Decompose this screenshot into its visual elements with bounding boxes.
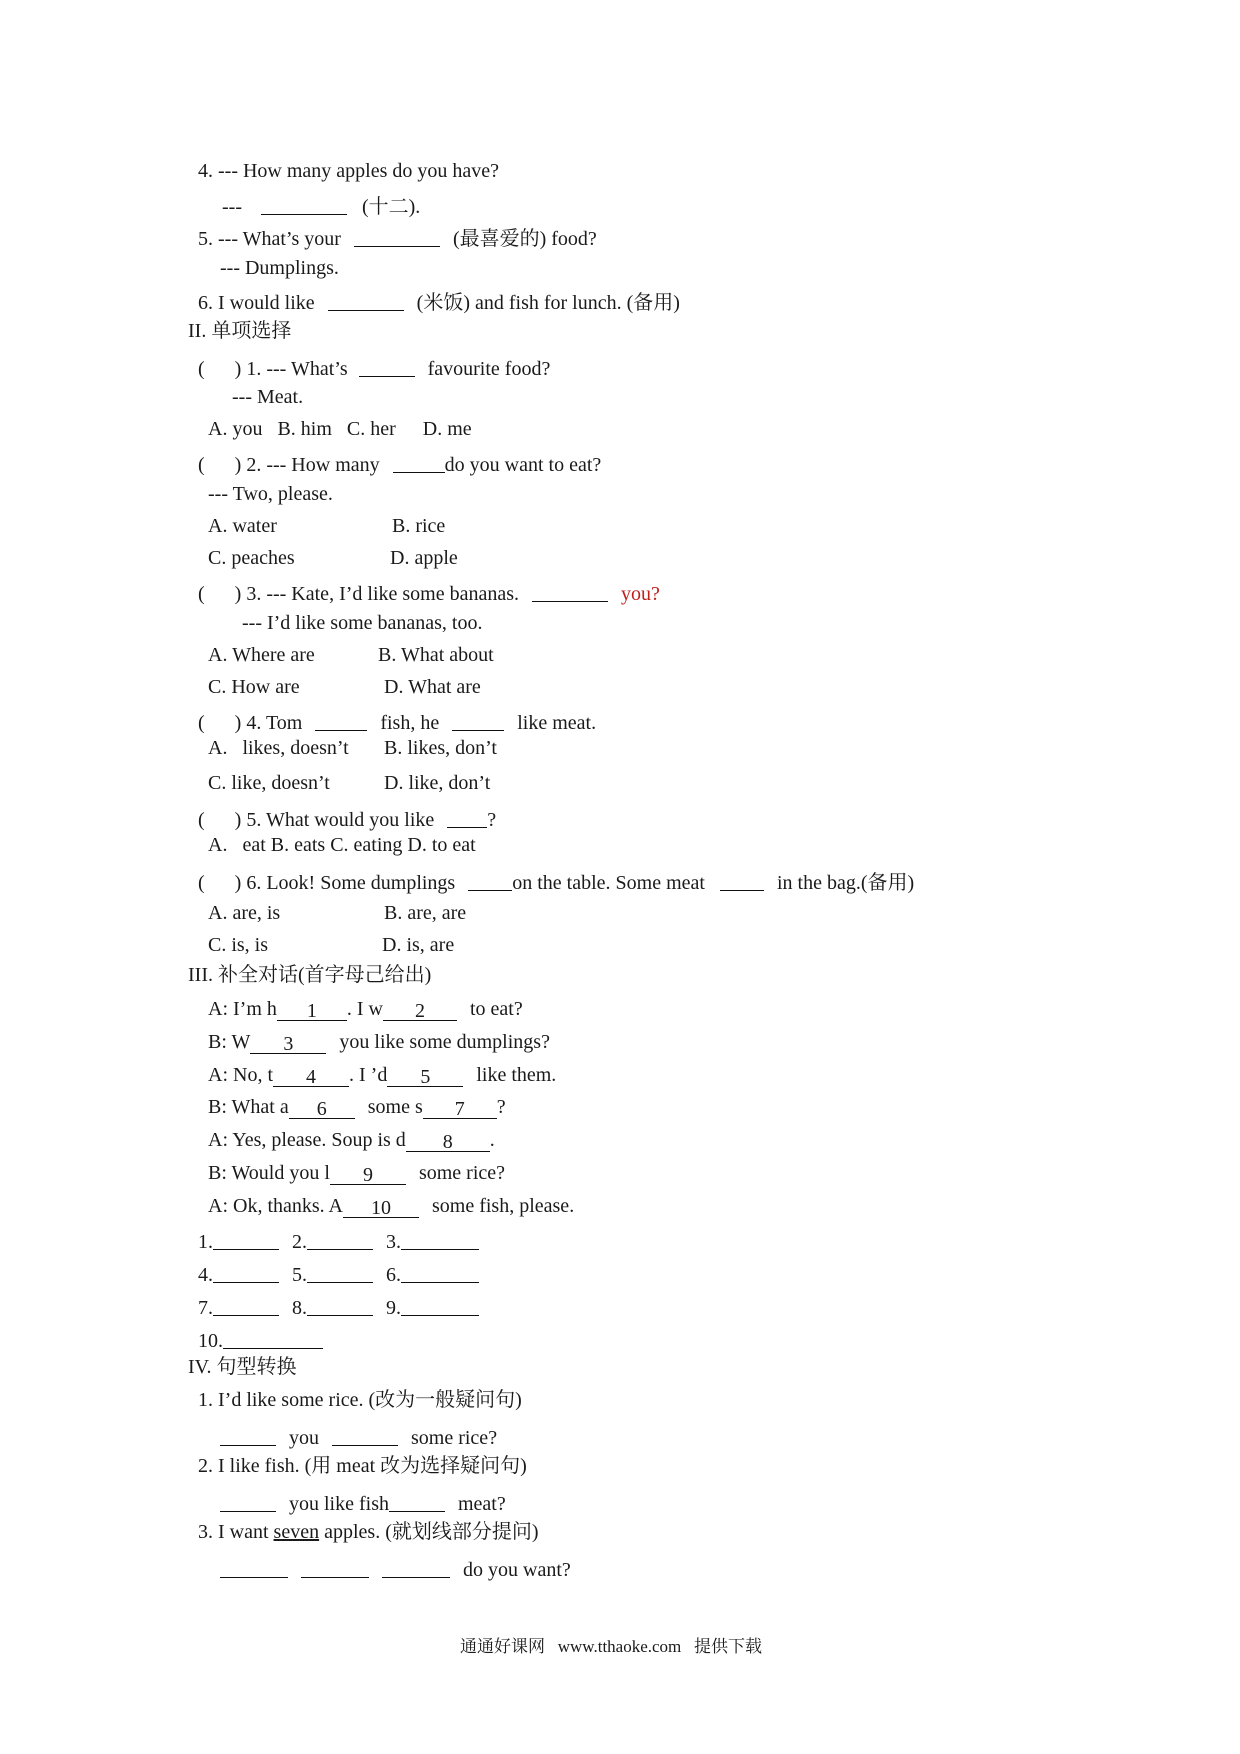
mc-q4-blank-1[interactable] (315, 708, 367, 731)
mc-q2-reply: --- Two, please. (208, 483, 333, 505)
transform-q3-blank-2[interactable] (301, 1555, 369, 1578)
answer-blank-10[interactable] (223, 1326, 323, 1349)
dialog-blank-8[interactable]: 8 (406, 1129, 490, 1152)
answer-row-1: 1. 2. 3. (198, 1225, 479, 1255)
transform-q1-answer: you some rice? (220, 1421, 497, 1451)
mc-q4-option-d[interactable]: D. like, don’t (384, 772, 491, 794)
mc-q5-text-a: 5. What would you like (246, 809, 435, 831)
transform-q1-blank-2[interactable] (332, 1423, 398, 1446)
transform-q3-stem: 3. I want seven apples. (就划线部分提问) (198, 1521, 539, 1543)
answer-blank-3[interactable] (401, 1227, 479, 1250)
q4-dash: --- (222, 196, 242, 218)
mc-q3-blank[interactable] (532, 579, 608, 602)
mc-q4-text-a: 4. Tom (246, 712, 303, 734)
section-2-title: II. 单项选择 (188, 320, 292, 342)
answer-blank-1[interactable] (213, 1227, 279, 1250)
mc-q6-answer-box[interactable]: ( ) (198, 872, 242, 894)
q5-question: --- What’s your (218, 228, 341, 250)
transform-q2-blank-1[interactable] (220, 1489, 276, 1512)
mc-q6-text-b: on the table. Some meat (512, 872, 705, 894)
q6-question: I would like (218, 292, 315, 314)
q5-hint: (最喜爱的) food? (452, 228, 597, 250)
mc-q6-blank-1[interactable] (468, 868, 512, 891)
mc-q3-answer-box[interactable]: ( ) (198, 583, 242, 605)
mc-q4-option-c[interactable]: C. like, doesn’t (208, 772, 330, 794)
mc-q3-reply: --- I’d like some bananas, too. (242, 612, 483, 634)
mc-q4-text-b: fish, he (380, 712, 440, 734)
mc-q3-text-b: you? (621, 583, 660, 605)
mc-q1-answer-box[interactable]: ( ) (198, 358, 242, 380)
dialog-line-3: A: No, t 4 . I ’d 5 like them. (208, 1064, 557, 1088)
mc-q4-answer-box[interactable]: ( ) (198, 712, 242, 734)
transform-q3-blank-3[interactable] (382, 1555, 450, 1578)
mc-q4-text-c: like meat. (517, 712, 597, 734)
mc-q3-option-a[interactable]: A. Where are (208, 644, 315, 666)
mc-q6-option-c[interactable]: C. is, is (208, 934, 269, 956)
mc-q4-option-a[interactable]: A. likes, doesn’t (208, 737, 349, 759)
mc-q3-stem (198, 577, 660, 607)
dialog-blank-10[interactable]: 10 (343, 1195, 419, 1218)
answer-blank-9[interactable] (401, 1293, 479, 1316)
dialog-blank-7[interactable]: 7 (423, 1096, 497, 1119)
dialog-blank-1[interactable]: 1 (277, 998, 347, 1021)
mc-q1-option-a[interactable]: A. you (208, 418, 263, 440)
transform-q1-stem: 1. I’d like some rice. (改为一般疑问句) (198, 1389, 522, 1411)
mc-q5-answer-box[interactable]: ( ) (198, 809, 242, 831)
mc-q2-text-a: 2. --- How many (246, 454, 380, 476)
mc-q6-blank-2[interactable] (720, 868, 764, 891)
q5-blank[interactable] (354, 224, 440, 247)
dialog-line-4: B: What a 6 some s 7 ? (208, 1096, 506, 1120)
dialog-blank-9[interactable]: 9 (330, 1162, 406, 1185)
q6-hint: (米饭) and fish for lunch. (备用) (416, 292, 680, 314)
q4-question: --- How many apples do you have? (218, 160, 500, 182)
mc-q2-stem (198, 448, 601, 478)
mc-q1-option-d[interactable]: D. me (422, 418, 472, 440)
answer-blank-6[interactable] (401, 1260, 479, 1283)
mc-q4-option-b[interactable]: B. likes, don’t (384, 737, 497, 759)
mc-q1-options (208, 416, 472, 442)
answer-row-2: 4. 5. 6. (198, 1258, 479, 1288)
transform-q2-answer: you like fish meat? (220, 1487, 506, 1517)
underlined-word: seven (273, 1521, 320, 1543)
mc-q1-text-b: favourite food? (427, 358, 551, 380)
page-footer: 通通好课网 www.tthaoke.com 提供下载 (460, 1637, 763, 1656)
dialog-blank-3[interactable]: 3 (250, 1031, 326, 1054)
section-3-title: III. 补全对话(首字母己给出) (188, 964, 432, 986)
mc-q5-stem (198, 803, 496, 833)
mc-q1-reply: --- Meat. (232, 386, 304, 408)
mc-q6-text-c: in the bag.(备用) (776, 872, 915, 894)
section-4-title: IV. 句型转换 (188, 1356, 297, 1378)
dialog-blank-2[interactable]: 2 (383, 998, 457, 1021)
answer-row-3: 7. 8. 9. (198, 1291, 479, 1321)
dialog-blank-6[interactable]: 6 (289, 1096, 355, 1119)
mc-q6-text-a: 6. Look! Some dumplings (246, 872, 456, 894)
mc-q3-text-a: 3. --- Kate, I’d like some bananas. (246, 583, 520, 605)
q4-line2 (222, 190, 420, 220)
answer-blank-5[interactable] (307, 1260, 373, 1283)
q4-number: 4. (198, 160, 213, 182)
q6-number: 6. (198, 292, 213, 314)
q5-answer: --- Dumplings. (220, 257, 339, 279)
mc-q2-option-a[interactable]: A. water (208, 515, 277, 537)
q5-number: 5. (198, 228, 213, 250)
mc-q4-blank-2[interactable] (452, 708, 504, 731)
answer-blank-8[interactable] (307, 1293, 373, 1316)
q6-line (198, 286, 680, 316)
mc-q2-option-b[interactable]: B. rice (392, 515, 446, 537)
dialog-line-2: B: W 3 you like some dumplings? (208, 1031, 550, 1055)
q6-blank[interactable] (328, 288, 404, 311)
mc-q2-blank[interactable] (393, 450, 445, 473)
transform-q3-blank-1[interactable] (220, 1555, 288, 1578)
mc-q1-stem (198, 352, 550, 382)
answer-blank-4[interactable] (213, 1260, 279, 1283)
answer-blank-7[interactable] (213, 1293, 279, 1316)
mc-q2-option-d[interactable]: D. apple (390, 547, 458, 569)
transform-q1-blank-1[interactable] (220, 1423, 276, 1446)
q4-line1 (198, 158, 499, 184)
mc-q2-answer-box[interactable]: ( ) (198, 454, 242, 476)
mc-q3-option-c[interactable]: C. How are (208, 676, 300, 698)
mc-q2-text-b: do you want to eat? (444, 454, 602, 476)
dialog-line-6: B: Would you l 9 some rice? (208, 1162, 506, 1186)
mc-q6-option-d[interactable]: D. is, are (382, 934, 455, 956)
mc-q3-option-d[interactable]: D. What are (384, 676, 481, 698)
mc-q1-option-b[interactable]: B. him (277, 418, 332, 440)
transform-q2-blank-2[interactable] (389, 1489, 445, 1512)
dialog-blank-4[interactable]: 4 (273, 1064, 349, 1087)
mc-q6-option-a[interactable]: A. are, is (208, 902, 281, 924)
dialog-line-1: A: I’m h 1 . I w 2 to eat? (208, 998, 523, 1022)
mc-q1-blank[interactable] (359, 354, 415, 377)
mc-q4-stem (198, 706, 596, 736)
transform-q3-answer: do you want? (220, 1553, 571, 1583)
q5-line1 (198, 222, 597, 252)
mc-q5-options[interactable]: A. eat B. eats C. eating D. to eat (208, 834, 476, 856)
mc-q6-option-b[interactable]: B. are, are (384, 902, 467, 924)
mc-q3-option-b[interactable]: B. What about (378, 644, 494, 666)
q4-hint: (十二). (361, 196, 421, 218)
answer-row-4: 10. (198, 1324, 323, 1354)
answer-blank-2[interactable] (307, 1227, 373, 1250)
dialog-line-7: A: Ok, thanks. A 10 some fish, please. (208, 1195, 575, 1219)
mc-q1-option-c[interactable]: C. her (346, 418, 396, 440)
mc-q5-blank[interactable] (447, 805, 487, 828)
mc-q1-text-a: 1. --- What’s (246, 358, 348, 380)
dialog-line-5: A: Yes, please. Soup is d 8 . (208, 1129, 495, 1153)
transform-q2-stem: 2. I like fish. (用 meat 改为选择疑问句) (198, 1455, 527, 1477)
q4-blank[interactable] (261, 192, 347, 215)
mc-q2-option-c[interactable]: C. peaches (208, 547, 295, 569)
dialog-blank-5[interactable]: 5 (387, 1064, 463, 1087)
mc-q5-text-b: ? (487, 809, 497, 831)
mc-q6-stem (198, 866, 914, 896)
